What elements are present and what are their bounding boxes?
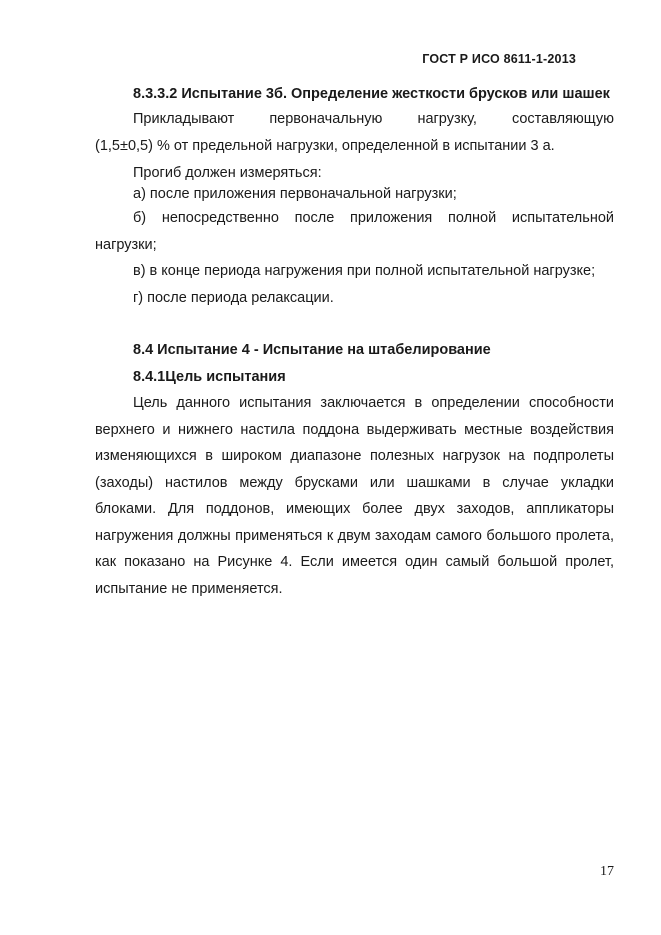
paragraph-test-purpose: Цель данного испытания заключается в определении способности верхнего и нижнего настила поддона выдерживать местные воздействия изменяющихся в широком диапазоне полезных нагрузок на подпролеты (заходы) настилов между брусками или шашками в случае укладки блоками. Для поддонов, имеющих более двух заходов, аппликаторы нагружения должны применяться к двум заходам самого большого пролета, как показано на Рисунке 4. Если имеется один самый большой пролет, испытание не применяется. — [95, 395, 614, 597]
page-number: 17 — [600, 864, 614, 879]
list-item-g: г) после периода релаксации. — [133, 289, 334, 306]
section-heading-8-3-3-2: 8.3.3.2 Испытание 3б. Определение жесткости брусков или шашек — [133, 86, 610, 102]
paragraph-deflection-intro: Прогиб должен измеряться: — [133, 165, 322, 181]
section-heading-8-4: 8.4 Испытание 4 - Испытание на штабелирование — [133, 342, 491, 358]
section-spacer — [95, 311, 614, 337]
paragraph-initial-load-line2: (1,5±0,5) % от предельной нагрузки, определенной в испытании 3 а. — [95, 137, 555, 154]
list-item-b: б) непосредственно после приложения полной испытательной нагрузки; — [95, 210, 614, 253]
page-content — [95, 84, 614, 602]
document-header: ГОСТ Р ИСО 8611-1-2013 — [422, 52, 576, 66]
section-subheading-8-4-1: 8.4.1Цель испытания — [133, 368, 286, 385]
list-item-v: в) в конце периода нагружения при полной испытательной нагрузке; — [133, 263, 596, 279]
list-item-a: а) после приложения первоначальной нагрузки; — [133, 186, 457, 202]
paragraph-initial-load-line1: Прикладывают первоначальную нагрузку, составляющую — [133, 111, 614, 127]
